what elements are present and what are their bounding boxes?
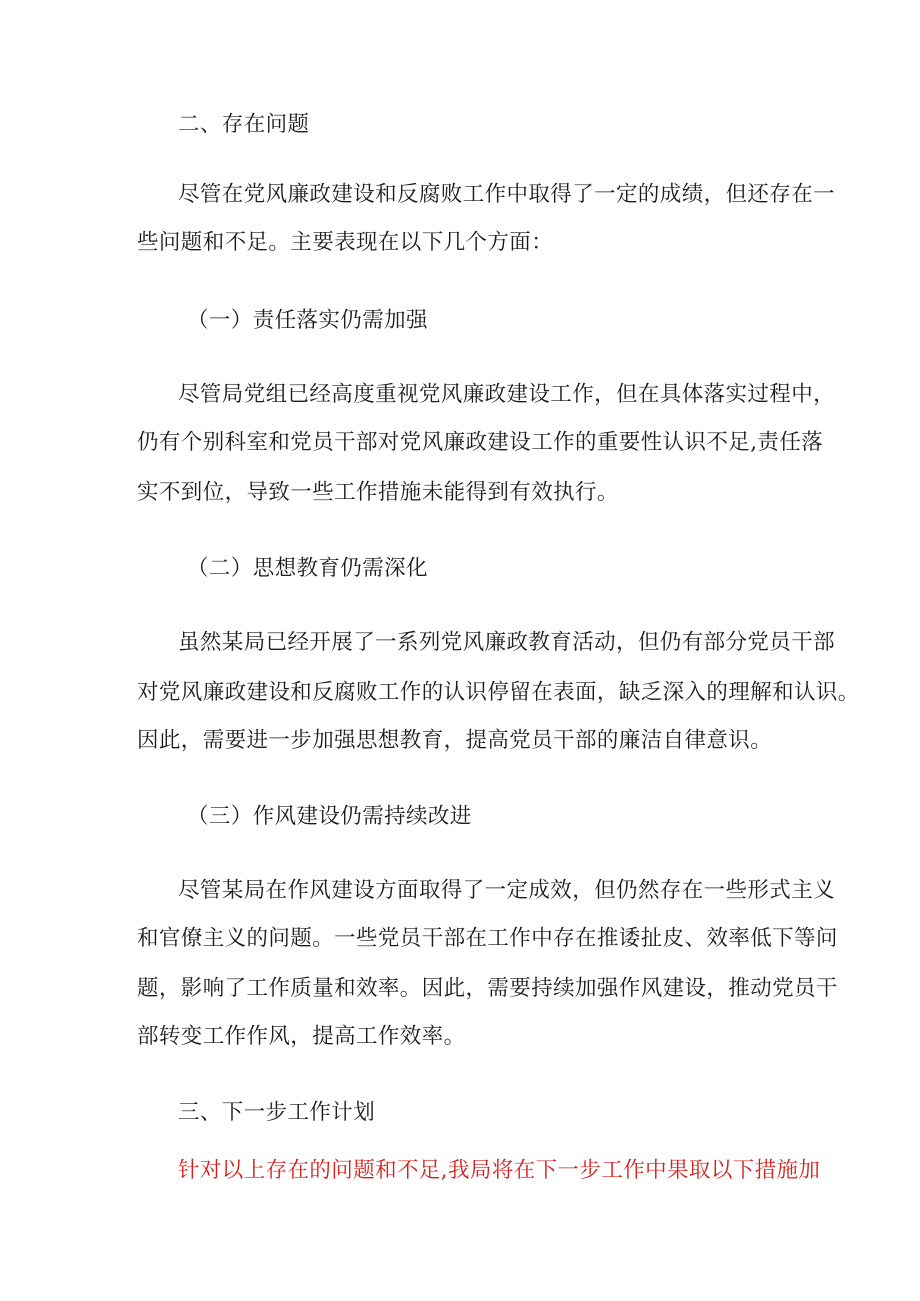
paragraph-line: 部转变工作作风，提高工作效率。	[137, 1024, 466, 1049]
paragraph-line: 对党风廉政建设和反腐败工作的认识停留在表面，缺乏深入的理解和认识。	[137, 680, 860, 705]
section-heading: 二、存在问题	[178, 112, 310, 137]
paragraph-line: 和官僚主义的问题。一些党员干部在工作中存在推诿扯皮、效率低下等问	[137, 926, 838, 951]
highlighted-paragraph-line: 针对以上存在的问题和不足,我局将在下一步工作中果取以下措施加	[178, 1158, 821, 1183]
paragraph-line: 因此，需要进一步加强思想教育，提高党员干部的廉洁自律意识。	[137, 728, 773, 753]
paragraph-line: 虽然某局已经开展了一系列党风廉政教育活动，但仍有部分党员干部	[178, 630, 836, 655]
subsection-heading: （二）思想教育仍需深化	[187, 556, 428, 581]
paragraph-line: 实不到位，导致一些工作措施未能得到有效执行。	[137, 480, 619, 505]
paragraph-line: 尽管某局在作风建设方面取得了一定成效，但仍然存在一些形式主义	[178, 878, 836, 903]
subsection-heading: （三）作风建设仍需持续改进	[187, 804, 472, 829]
section-heading: 三、下一步工作计划	[178, 1100, 376, 1125]
subsection-heading: （一）责任落实仍需加强	[187, 308, 428, 333]
paragraph-line: 尽管在党风廉政建设和反腐败工作中取得了一定的成绩，但还存在一	[178, 182, 836, 207]
paragraph-line: 些问题和不足。主要表现在以下几个方面：	[137, 230, 554, 255]
paragraph-line: 仍有个别科室和党员干部对党风廉政建设工作的重要性认识不足,责任落	[137, 430, 824, 455]
paragraph-line: 尽管局党组已经高度重视党风廉政建设工作，但在具体落实过程中，	[178, 382, 836, 407]
paragraph-line: 题，影响了工作质量和效率。因此，需要持续加强作风建设，推动党员干	[137, 976, 838, 1001]
